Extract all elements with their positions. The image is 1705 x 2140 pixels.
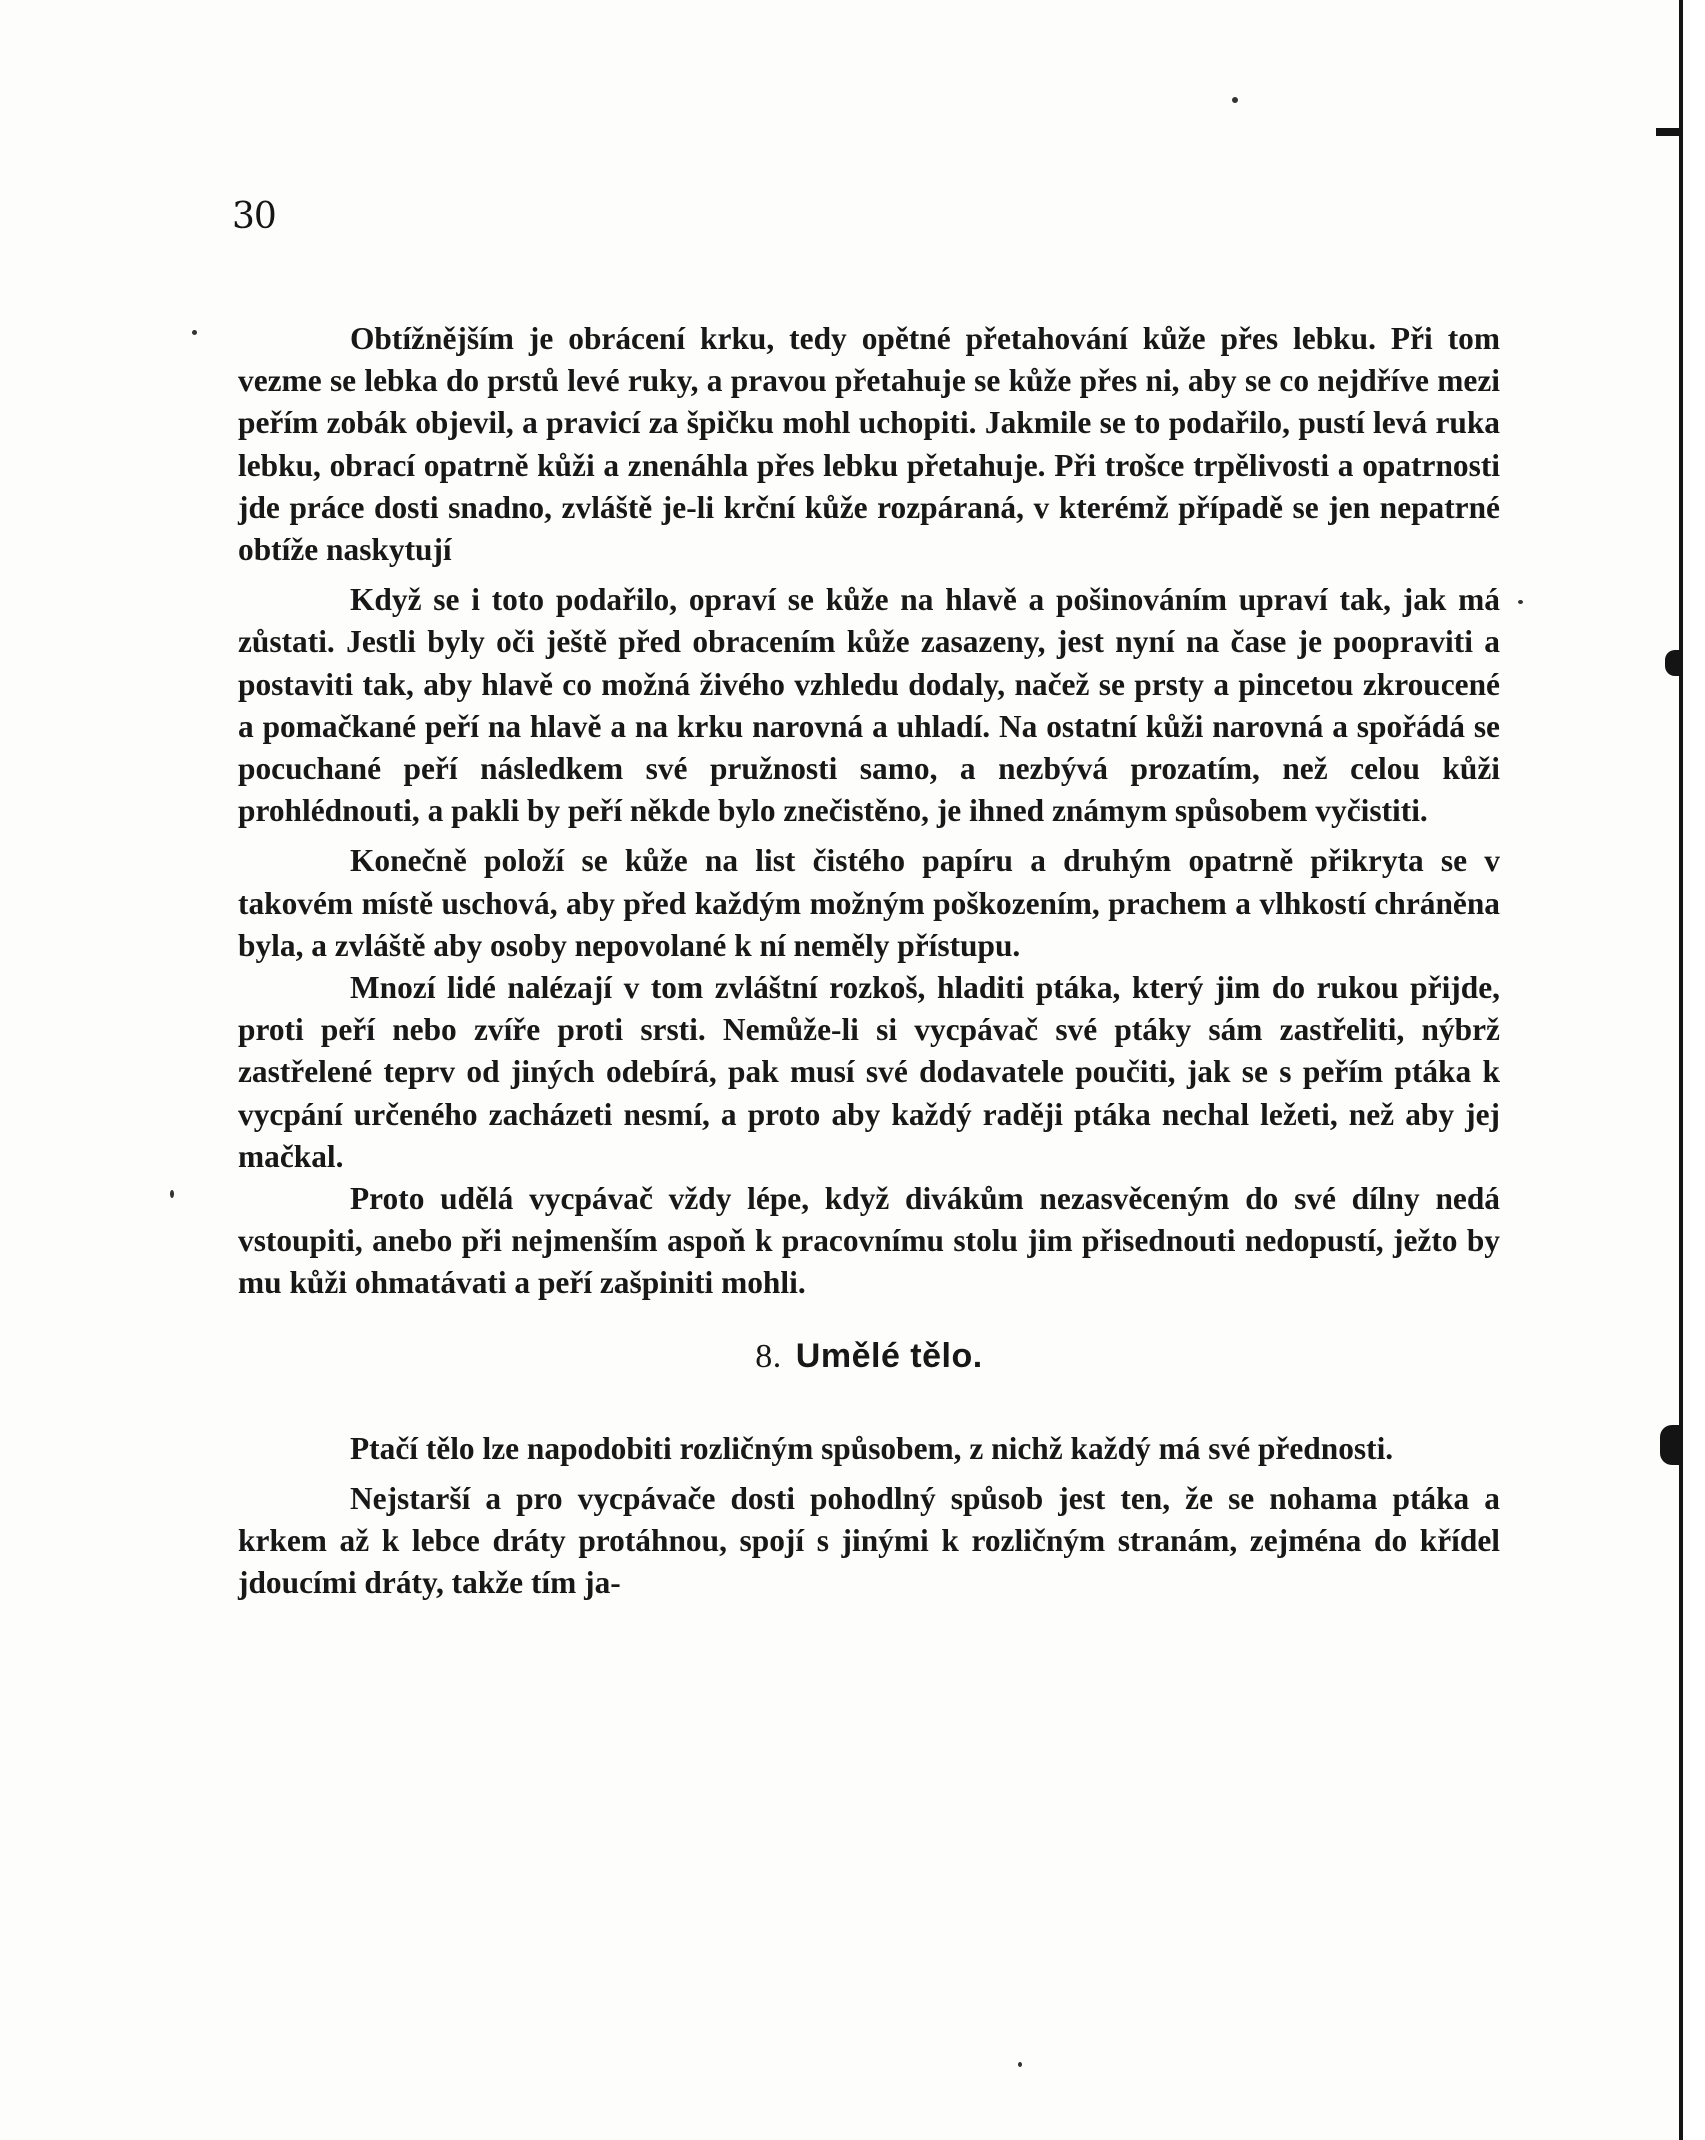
edge-notch	[1665, 650, 1681, 676]
scan-speck	[1232, 97, 1238, 103]
scan-speck	[1018, 2062, 1022, 2067]
section-number: 8.	[755, 1337, 782, 1375]
edge-notch	[1660, 1425, 1682, 1465]
paragraph: Konečně položí se kůže na list čistého papíru a druhým opatrně přikryta se v takovém místě uschová, aby před každým možným poškozením, prachem a vlhkostí chráněna byla, a zvláště aby osoby nepovolané k ní neměly přístupu.	[238, 843, 1500, 963]
paragraph: Mnozí lidé nalézají v tom zvláštní rozkoš, hladiti ptáka, který jim do rukou přijde, proti peří nebo zvíře proti srsti. Nemůže-li si vycpávač své ptáky sám zastřeliti, nýbrž zastřelené teprv od jiných odebírá, pak musí své dodavatele poučiti, jak se s peřím ptáka k vycpání určeného zacházeti nesmí, a proto aby každý raději ptáka nechal ležeti, než aby jej mačkal.	[238, 970, 1500, 1174]
scan-speck	[192, 330, 197, 335]
scan-speck	[1518, 600, 1523, 604]
paragraph: Nejstarší a pro vycpávače dosti pohodlný spůsob jest ten, že se nohama ptáka a krkem až k lebce dráty protáhnou, spojí s jinými k rozličným stranám, zejména do křídel jdoucími dráty, takže tím ja-	[238, 1481, 1500, 1601]
edge-notch	[1656, 128, 1682, 136]
page-edge	[1679, 0, 1683, 2140]
paragraph: Ptačí tělo lze napodobiti rozličným spůsobem, z nichž každý má své přednosti.	[350, 1430, 1394, 1466]
section-heading	[238, 1335, 1500, 1378]
section-title: Umělé tělo.	[795, 1336, 983, 1375]
body-text	[238, 318, 1500, 1605]
paragraph: Obtížnějším je obrácení krku, tedy opětné přetahování kůže přes lebku. Při tom vezme se lebka do prstů levé ruky, a pravou přetahuje se kůže přes ni, aby se co nejdříve mezi peřím zobák objevil, a pravicí za špičku mohl uchopiti. Jakmile se to podařilo, pustí levá ruka lebku, obrací opatrně kůži a znenáhla přes lebku přetahuje. Při trošce trpělivosti a opatrnosti jde práce dosti snadno, zvláště je-li krční kůže rozpáraná, v kterémž případě se jen nepatrné obtíže naskytují	[238, 321, 1500, 568]
paragraph: Když se i toto podařilo, opraví se kůže na hlavě a pošinováním upraví tak, jak má zůstati. Jestli byly oči ještě před obracením kůže zasazeny, jest nyní na čase je poopraviti a postaviti tak, aby hlavě co možná živého vzhledu dodaly, načež se prsty a pincetou zkroucené a pomačkané peří na hlavě a na krku narovná a uhladí. Na ostatní kůži narovná a spořádá se pocuchané peří následkem své pružnosti samo, a nezbývá prozatím, než celou kůži prohlédnouti, a pakli by peří někde bylo znečistěno, je ihned známym spůsobem vyčistiti.	[238, 582, 1500, 829]
page-number: 30	[232, 196, 276, 237]
paragraph: Proto udělá vycpávač vždy lépe, když divákům nezasvěceným do své dílny nedá vstoupiti, anebo při nejmenším aspoň k pracovnímu stolu jim přisednouti nedopustí, ježto by mu kůži ohmatávati a peří zašpiniti mohli.	[238, 1181, 1500, 1301]
scan-speck	[170, 1190, 174, 1198]
page-margin-right	[1683, 0, 1705, 2140]
